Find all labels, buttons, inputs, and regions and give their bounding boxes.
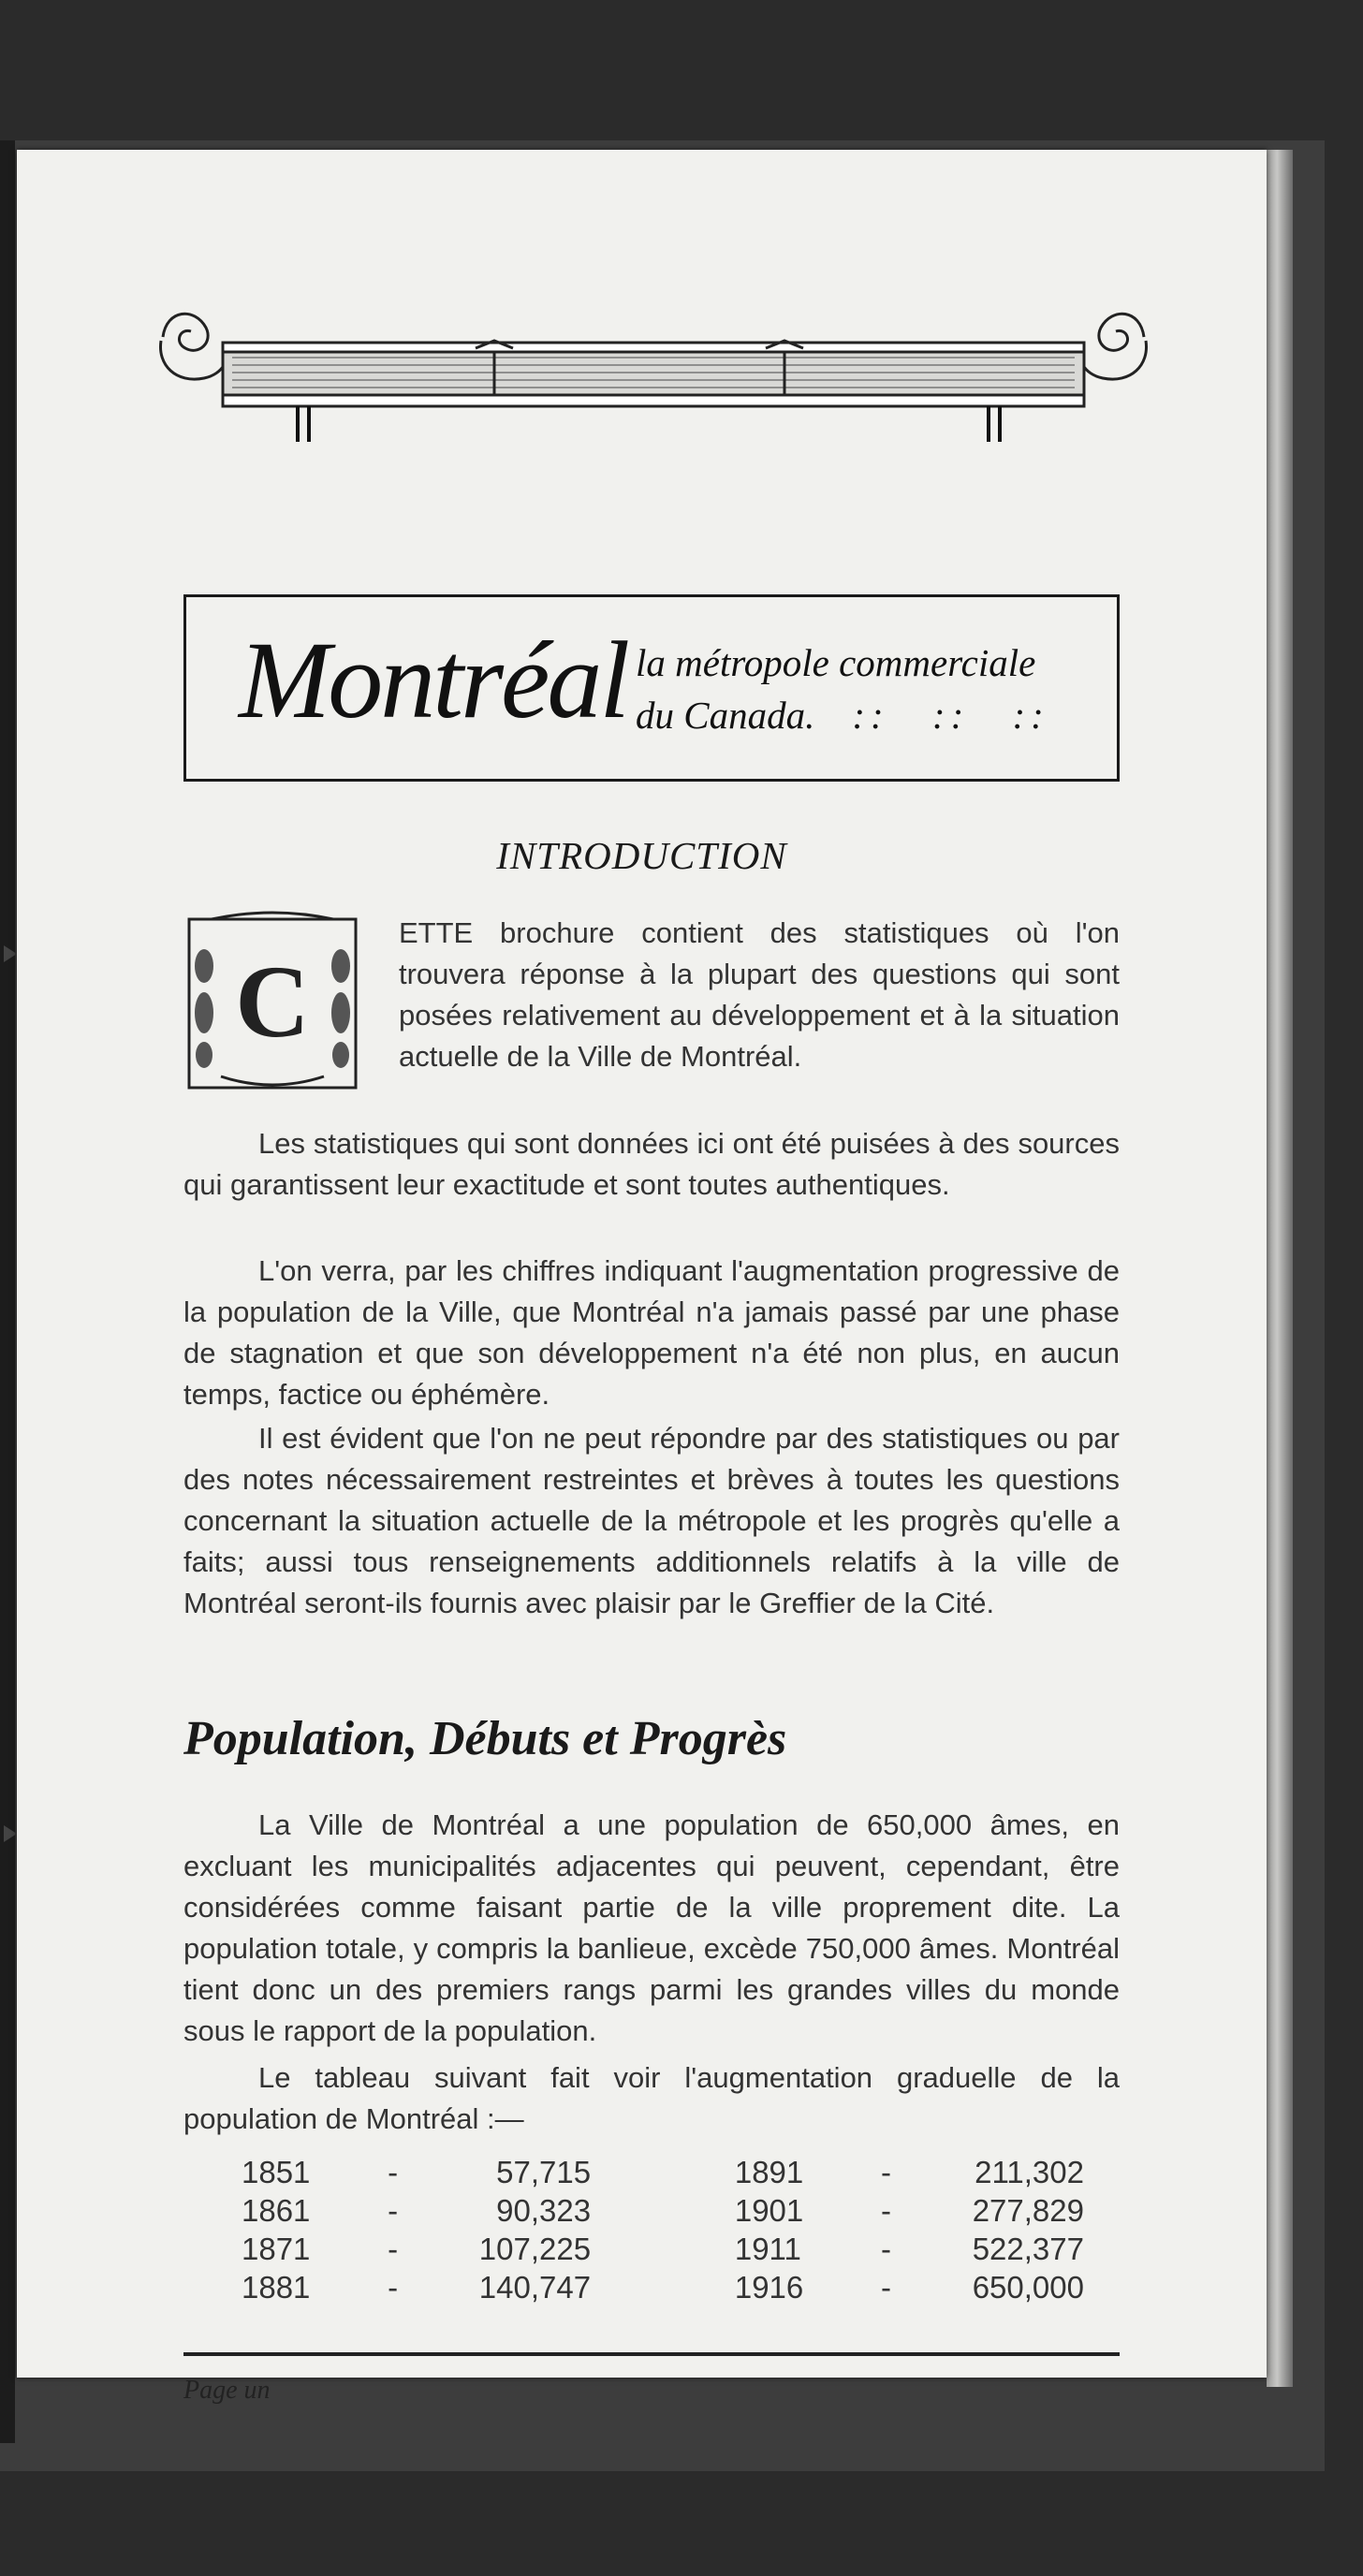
intro-paragraph-3: L'on verra, par les chiffres indiquant l'augmentation progressive de la population de la Ville, que Montréal n'a jamais passé par une phase de stagnation et que son développement n'a été non plus, en aucun temps, factice ou éphémère. <box>183 1254 1120 1411</box>
population-left: 140,747 <box>478 2269 592 2305</box>
subtitle-dots: :: :: :: <box>852 694 1049 737</box>
spacer <box>591 2153 735 2191</box>
introduction-heading: INTRODUCTION <box>496 834 787 877</box>
year-right: 1901 <box>734 2192 804 2228</box>
year-right: 1911 <box>734 2231 801 2266</box>
intro-paragraph-2: Les statistiques qui sont données ici ont été puisées à des sources qui garantissent leur exactitude et sont toutes authentiques. <box>183 1127 1120 1201</box>
population-right: 522,377 <box>972 2231 1084 2266</box>
binding-spine <box>0 140 15 2443</box>
dash: - <box>880 2269 891 2305</box>
population-left: 90,323 <box>496 2192 592 2228</box>
spacer <box>591 2230 735 2268</box>
year-left: 1861 <box>242 2192 311 2228</box>
table-row <box>242 2268 1084 2306</box>
population-right: 211,302 <box>975 2154 1084 2189</box>
year-right: 1916 <box>734 2269 804 2305</box>
spacer <box>591 2191 735 2230</box>
footer-rule <box>183 2352 1120 2356</box>
intro-paragraph-4: Il est évident que l'on ne peut répondre par des statistiques ou par des notes nécessairement restreintes et brèves à toutes les questions concernant la situation actuelle de la métropole et les progrès qu'elle a faits; aussi tous renseignements additionnels relatifs à la ville de Montréal seront-ils fournis avec plaisir par le Greffier de la Cité. <box>183 1422 1120 1619</box>
dash: - <box>388 2192 399 2228</box>
year-left: 1881 <box>242 2269 311 2305</box>
year-left: 1851 <box>242 2154 311 2189</box>
population-left: 107,225 <box>478 2231 592 2266</box>
population-paragraph-1: La Ville de Montréal a une population de 650,000 âmes, en excluant les municipalités adjacentes qui peuvent, cependant, être considérées comme faisant partie de la ville proprement dite. La population totale, y compris la banlieue, excède 750,000 âmes. Montréal tient donc un des premiers rangs parmi les grandes villes du monde sous le rapport de la population. <box>183 1808 1120 2047</box>
dropcap-letter: C <box>235 944 310 1059</box>
title-box <box>183 594 1120 782</box>
subtitle-line-2: du Canada. <box>636 694 815 737</box>
year-right: 1891 <box>734 2154 804 2189</box>
population-paragraph-2: Le tableau suivant fait voir l'augmentation graduelle de la population de Montréal :— <box>183 2061 1120 2135</box>
population-table <box>242 2153 1084 2306</box>
page-number: Page un <box>183 2376 271 2405</box>
dash: - <box>388 2154 399 2189</box>
dash: - <box>388 2269 399 2305</box>
dash: - <box>880 2231 891 2266</box>
table-row <box>242 2191 1084 2230</box>
table-row <box>242 2153 1084 2191</box>
page-edge <box>1267 150 1293 2387</box>
page-title: Montréal <box>239 619 628 741</box>
population-right: 650,000 <box>972 2269 1084 2305</box>
dash: - <box>388 2231 399 2266</box>
year-left: 1871 <box>242 2231 311 2266</box>
population-right: 277,829 <box>972 2192 1084 2228</box>
population-section-title: Population, Débuts et Progrès <box>183 1712 787 1765</box>
page-subtitle <box>636 637 1104 741</box>
brochure-page <box>17 150 1267 2405</box>
dash: - <box>880 2192 891 2228</box>
intro-paragraph-1: ETTE brochure contient des statistiques où l'on trouvera réponse à la plupart des questions qui sont posées relativement au développement et à la situation actuelle de la Ville de Montréal. <box>399 916 1120 1073</box>
spacer <box>591 2268 735 2306</box>
dash: - <box>880 2154 891 2189</box>
header-ornament <box>157 300 1150 599</box>
population-left: 57,715 <box>496 2154 592 2189</box>
subtitle-line-1: la métropole commerciale <box>636 641 1036 684</box>
table-row <box>242 2230 1084 2268</box>
